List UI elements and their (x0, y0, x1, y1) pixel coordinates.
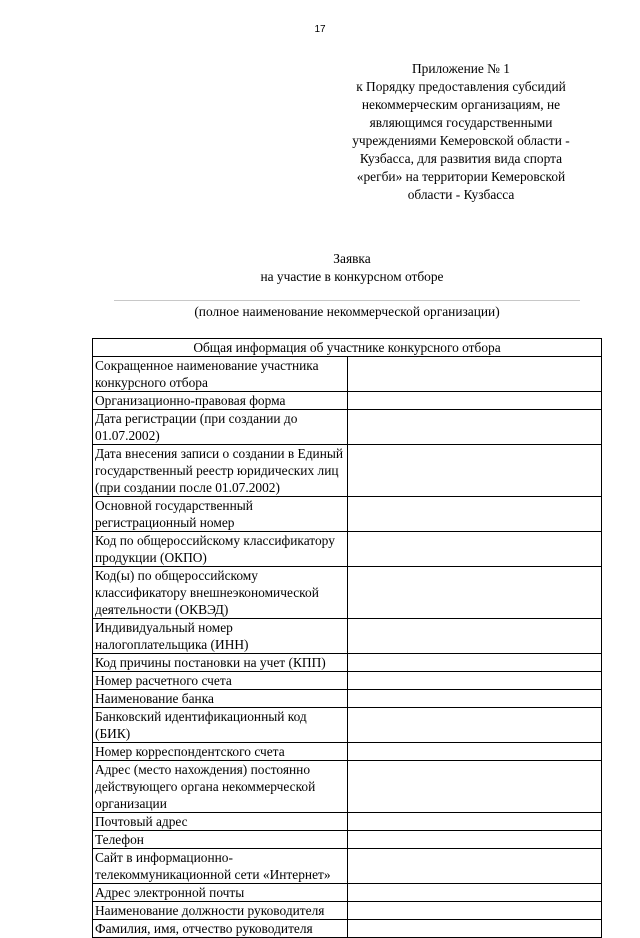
field-label: Адрес электронной почты (93, 884, 348, 902)
field-value-cell[interactable] (347, 902, 602, 920)
field-value-cell[interactable] (347, 357, 602, 392)
field-label: Номер расчетного счета (93, 672, 348, 690)
appendix-line: Кузбасса, для развития вида спорта (359, 151, 563, 166)
field-value-cell[interactable] (347, 884, 602, 902)
field-value-cell[interactable] (347, 654, 602, 672)
appendix-line: «регби» на территории Кемеровской (356, 169, 566, 184)
table-row (93, 497, 602, 532)
table-row (93, 813, 602, 831)
title-line: Заявка (333, 251, 371, 266)
field-value-cell[interactable] (347, 690, 602, 708)
field-label: Фамилия, имя, отчество руководителя (93, 920, 348, 938)
field-label: Дата внесения записи о создании в Единый государственный реестр юридических лиц (при создании после 01.07.2002) (93, 445, 348, 497)
field-value-cell[interactable] (347, 672, 602, 690)
appendix-line: области - Кузбасса (407, 187, 515, 202)
table-row (93, 445, 602, 497)
table-row (93, 690, 602, 708)
appendix-line: учреждениями Кемеровской области - (352, 133, 570, 148)
field-label: Наименование должности руководителя (93, 902, 348, 920)
field-value-cell[interactable] (347, 708, 602, 743)
subtitle-line: на участие в конкурсном отборе (260, 269, 444, 284)
field-value-cell[interactable] (347, 761, 602, 813)
field-label: Код причины постановки на учет (КПП) (93, 654, 348, 672)
field-value-cell[interactable] (347, 445, 602, 497)
field-value-cell[interactable] (347, 813, 602, 831)
field-label: Банковский идентификационный код (БИК) (93, 708, 348, 743)
table-row (93, 392, 602, 410)
org-name-caption: (полное наименование некоммерческой организации) (194, 304, 500, 319)
appendix-line: являющимся государственными (369, 115, 553, 130)
field-label: Дата регистрации (при создании до 01.07.2002) (93, 410, 348, 445)
table-row (93, 410, 602, 445)
field-value-cell[interactable] (347, 619, 602, 654)
table-row (93, 567, 602, 619)
table-header-row (93, 339, 602, 357)
table-row (93, 654, 602, 672)
document-title (0, 250, 640, 286)
table-row (93, 884, 602, 902)
field-value-cell[interactable] (347, 831, 602, 849)
field-label: Код(ы) по общероссийскому классификатору внешнеэкономической деятельности (ОКВЭД) (93, 567, 348, 619)
table-row (93, 920, 602, 938)
field-value-cell[interactable] (347, 567, 602, 619)
field-label: Основной государственный регистрационный номер (93, 497, 348, 532)
field-label: Почтовый адрес (93, 813, 348, 831)
appendix-header (326, 60, 596, 204)
field-value-cell[interactable] (347, 392, 602, 410)
table-row (93, 902, 602, 920)
field-label: Сайт в информационно-телекоммуникационной сети «Интернет» (93, 849, 348, 884)
field-value-cell[interactable] (347, 849, 602, 884)
appendix-line: Приложение № 1 (411, 61, 511, 76)
field-value-cell[interactable] (347, 497, 602, 532)
field-value-cell[interactable] (347, 743, 602, 761)
table-row (93, 672, 602, 690)
field-label: Сокращенное наименование участника конкурсного отбора (93, 357, 348, 392)
table-row (93, 708, 602, 743)
appendix-line: некоммерческим организациям, не (361, 97, 561, 112)
field-label: Телефон (93, 831, 348, 849)
field-value-cell[interactable] (347, 410, 602, 445)
table-row (93, 831, 602, 849)
field-label: Наименование банка (93, 690, 348, 708)
table-row (93, 743, 602, 761)
table-row (93, 357, 602, 392)
page-number: 17 (314, 24, 326, 35)
table-header: Общая информация об участнике конкурсного отбора (93, 339, 602, 357)
field-label: Организационно-правовая форма (93, 392, 348, 410)
field-value-cell[interactable] (347, 920, 602, 938)
field-value-cell[interactable] (347, 532, 602, 567)
appendix-line: к Порядку предоставления субсидий (356, 79, 566, 94)
field-label: Код по общероссийскому классификатору продукции (ОКПО) (93, 532, 348, 567)
table-row (93, 849, 602, 884)
field-label: Адрес (место нахождения) постоянно действующего органа некоммерческой организации (93, 761, 348, 813)
participant-info-table (92, 338, 602, 938)
org-name-line (114, 300, 580, 301)
table-row (93, 761, 602, 813)
field-label: Номер корреспондентского счета (93, 743, 348, 761)
table-row (93, 619, 602, 654)
field-label: Индивидуальный номер налогоплательщика (ИНН) (93, 619, 348, 654)
table-row (93, 532, 602, 567)
